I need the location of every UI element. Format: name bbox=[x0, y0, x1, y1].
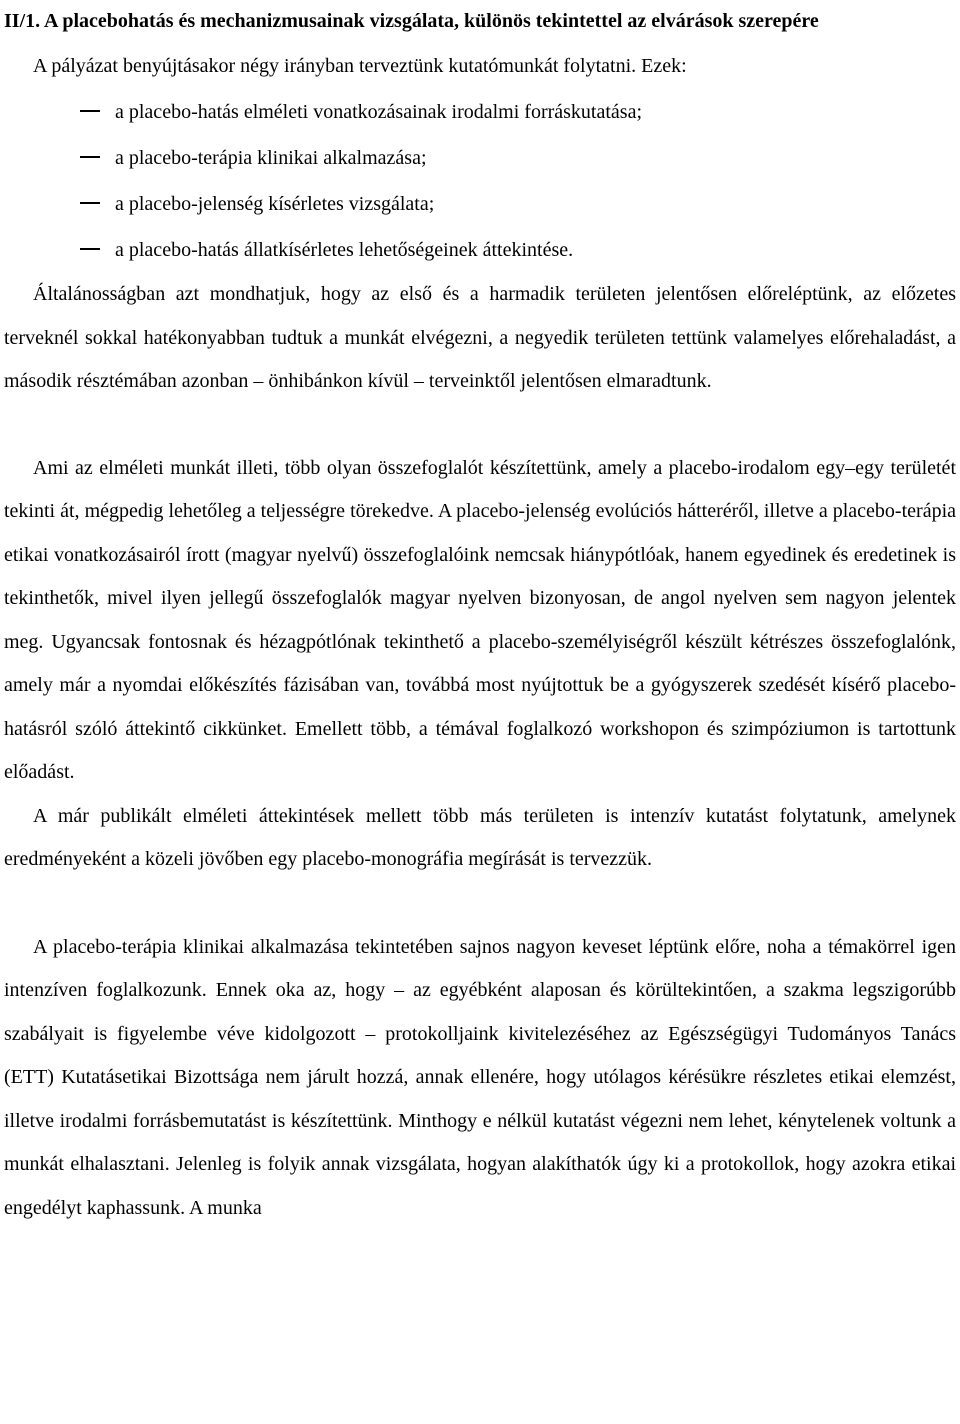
spacer bbox=[4, 882, 956, 926]
document-page bbox=[4, 0, 956, 1230]
list-item: a placebo-jelenség kísérletes vizsgálata; bbox=[4, 181, 956, 227]
summary-paragraph: Általánosságban azt mondhatjuk, hogy az első és a harmadik területen jelentősen előreléptünk, az előzetes terveknél sokkal hatékonyabban tudtuk a munkát elvégezni, a negyedik területen tettünk valamelyes előrehaladást, a második résztémában azonban – önhibánkon kívül – terveinktől jelentősen elmaradtunk. bbox=[4, 283, 956, 392]
theory-paragraph: Ami az elméleti munkát illeti, több olyan összefoglalót készítettünk, amely a placebo-irodalom egy–egy területét tekinti át, mégpedig lehetőleg a teljességre törekedve. A placebo-jelenség evolúciós hátteréről, illetve a placebo-terápia etikai vonatkozásairól írott (magyar nyelvű) összefoglalóink nemcsak hiánypótlóak, hanem egyedinek és eredetinek is tekinthetők, mivel ilyen jellegű összefoglalók magyar nyelven bizonyosan, de angol nyelven sem nagyon jelentek meg. Ugyancsak fontosnak és hézagpótlónak tekinthető a placebo-személyiségről készült kétrészes összefoglalónk, amely már a nyomdai előkészítés fázisában van, továbbá most nyújtottuk be a gyógyszerek szedését kísérő placebo-hatásról szóló áttekintő cikkünket. Emellett több, a témával foglalkozó workshopon és szimpóziumon is tartottunk előadást. bbox=[4, 456, 956, 783]
intro-paragraph: A pályázat benyújtásakor négy irányban terveztünk kutatómunkát folytatni. Ezek: bbox=[33, 55, 687, 77]
dash-bullet bbox=[80, 156, 100, 158]
spacer bbox=[4, 404, 956, 447]
list-item: a placebo-hatás állatkísérletes lehetőségeinek áttekintése. bbox=[4, 227, 956, 273]
research-directions-list bbox=[4, 89, 956, 273]
clinical-paragraph: A placebo-terápia klinikai alkalmazása tekintetében sajnos nagyon keveset léptünk előre, noha a témakörrel igen intenzíven foglalkozunk. Ennek oka az, hogy – az egyébként alaposan és körültekintően, a szakma legszigorúbb szabályait is figyelembe véve kidolgozott – protokolljaink kivitelezéséhez az Egészségügyi Tudományos Tanács (ETT) Kutatásetikai Bizottsága nem járult hozzá, annak ellenére, hogy utólagos kérésükre részletes etikai elemzést, illetve irodalmi forrásbemutatást is készítettünk. Minthogy e nélkül kutatást végezni nem lehet, kénytelenek voltunk a munkát elhalasztani. Jelenleg is folyik annak vizsgálata, hogyan alakíthatók úgy ki a protokollok, hogy azokra etikai engedélyt kaphassunk. A munka bbox=[4, 935, 956, 1219]
dash-bullet bbox=[80, 110, 100, 112]
monograph-paragraph: A már publikált elméleti áttekintések mellett több más területen is intenzív kutatást folytatunk, amelynek eredményeként a közeli jövőben egy placebo-monográfia megírását is tervezzük. bbox=[4, 804, 956, 870]
dash-bullet bbox=[80, 248, 100, 250]
section-heading: II/1. A placebohatás és mechanizmusainak vizsgálata, különös tekintettel az elvárások szerepére bbox=[4, 10, 819, 32]
dash-bullet bbox=[80, 202, 100, 204]
list-item: a placebo-hatás elméleti vonatkozásainak irodalmi forráskutatása; bbox=[4, 89, 956, 135]
list-item: a placebo-terápia klinikai alkalmazása; bbox=[4, 135, 956, 181]
